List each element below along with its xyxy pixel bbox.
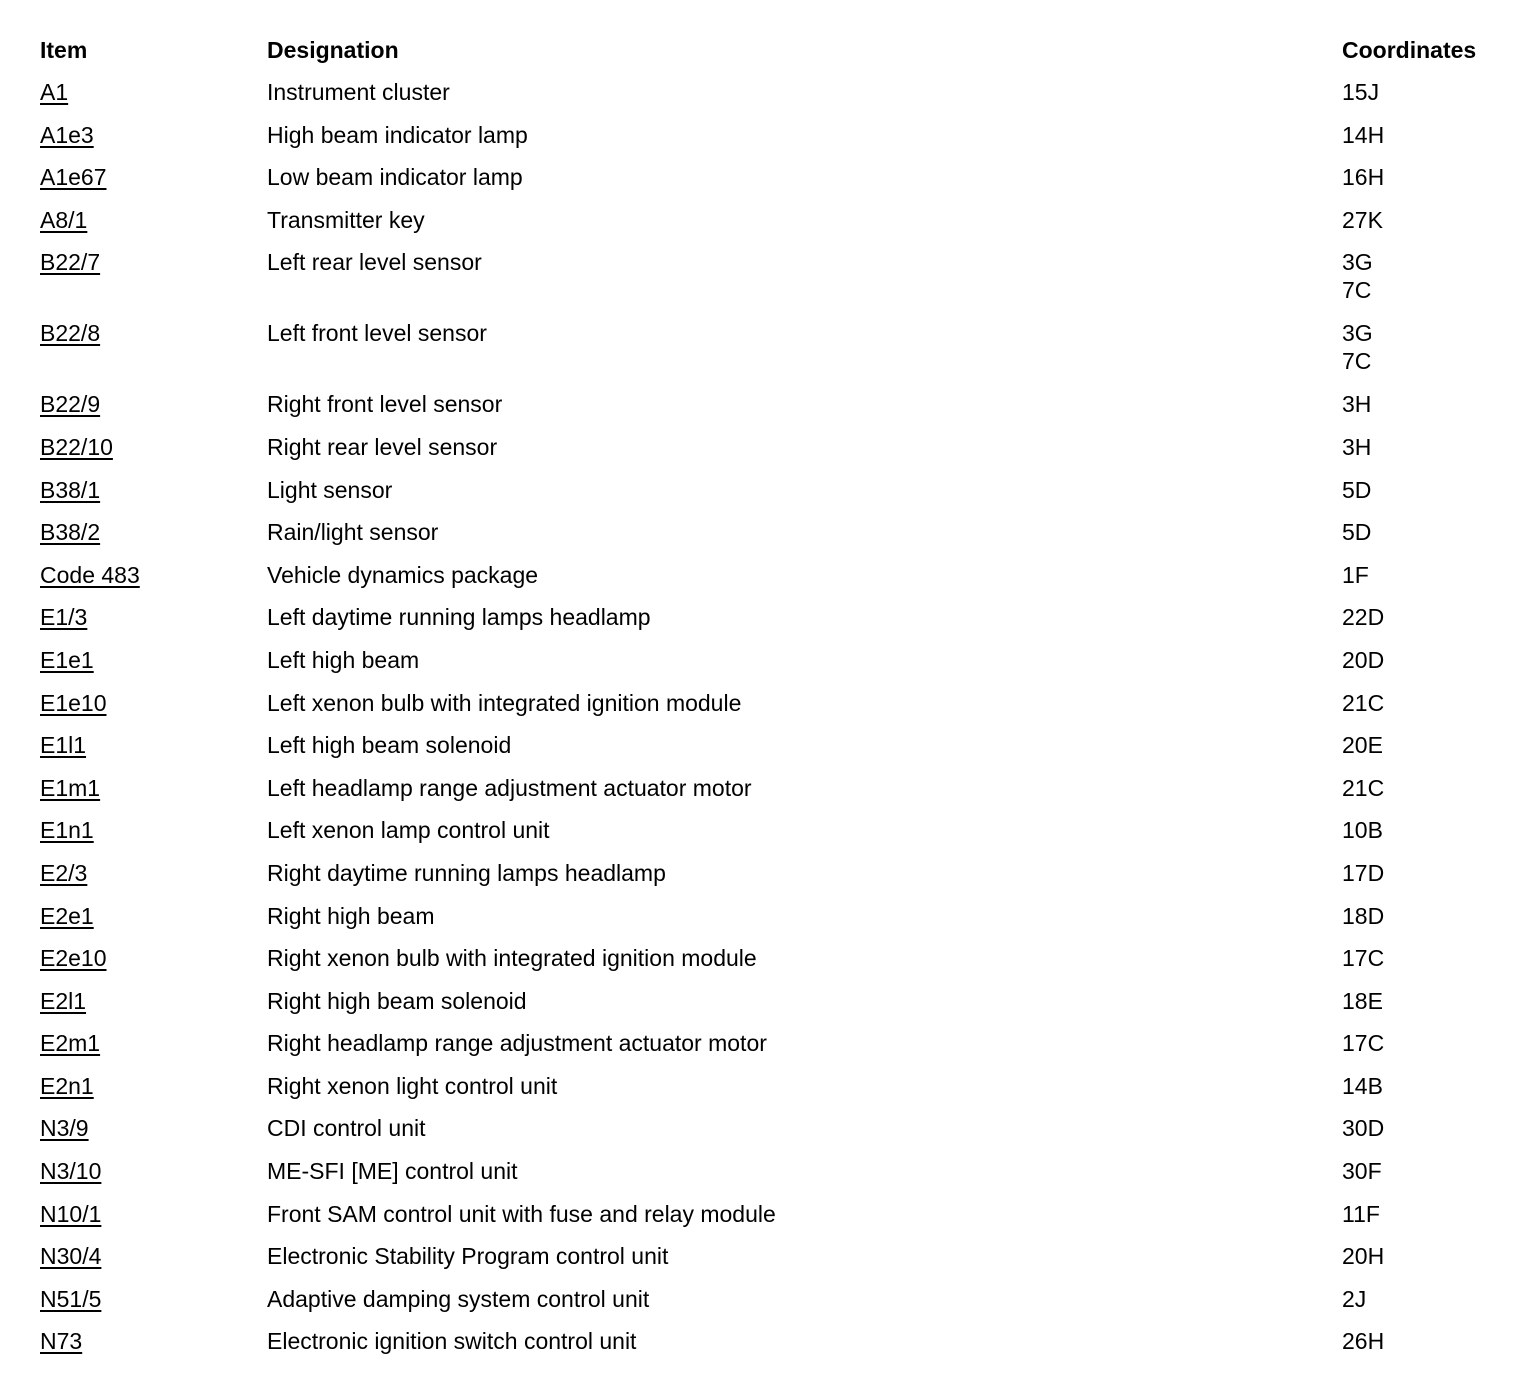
coordinate-value: 20H <box>1342 1243 1385 1270</box>
item-link[interactable]: A1e67 <box>40 164 107 191</box>
designation-cell: Right headlamp range adjustment actuator motor <box>267 1030 767 1057</box>
table-row <box>40 206 1510 249</box>
item-cell <box>40 248 267 276</box>
item-cell <box>40 561 267 589</box>
item-link[interactable]: A1 <box>40 79 69 105</box>
table-row <box>40 1114 1510 1157</box>
designation-cell: Left high beam solenoid <box>267 732 512 759</box>
table-row <box>40 1157 1510 1200</box>
coordinates-cell <box>1342 1072 1510 1100</box>
table-row <box>40 774 1510 817</box>
table-row <box>40 1327 1510 1370</box>
designation-cell: Instrument cluster <box>267 79 450 105</box>
coordinate-value: 30F <box>1342 1158 1382 1185</box>
designation-cell: Right high beam <box>267 902 435 929</box>
designation-cell: Electronic ignition switch control unit <box>267 1328 637 1355</box>
item-link[interactable]: B22/9 <box>40 391 101 418</box>
coordinate-value: 1F <box>1342 561 1369 588</box>
coordinates-cell <box>1342 774 1510 802</box>
item-cell <box>40 1029 267 1057</box>
coordinates-cell <box>1342 1029 1510 1057</box>
item-cell <box>40 319 267 347</box>
coordinates-cell <box>1342 646 1510 674</box>
item-link[interactable]: N3/10 <box>40 1158 102 1185</box>
item-link[interactable]: E1l1 <box>40 732 87 759</box>
header-coordinates: Coordinates <box>1342 37 1477 63</box>
item-link[interactable]: E1m1 <box>40 774 101 801</box>
item-cell <box>40 1242 267 1270</box>
designation-cell: Vehicle dynamics package <box>267 561 539 588</box>
table-row <box>40 518 1510 561</box>
item-link[interactable]: E2e10 <box>40 945 107 972</box>
header-item: Item <box>40 37 88 63</box>
designation-cell: Left xenon lamp control unit <box>267 817 550 844</box>
coordinate-value: 17C <box>1342 945 1385 972</box>
item-cell <box>40 476 267 504</box>
table-row <box>40 163 1510 206</box>
coordinate-value: 7C <box>1342 277 1372 304</box>
coordinates-cell <box>1342 518 1510 546</box>
table-row <box>40 1242 1510 1285</box>
item-cell <box>40 987 267 1015</box>
designation-cell: Transmitter key <box>267 206 425 233</box>
coordinates-cell <box>1342 248 1510 304</box>
coordinates-cell <box>1342 987 1510 1015</box>
table-row <box>40 987 1510 1030</box>
table-row <box>40 1029 1510 1072</box>
designation-cell: Front SAM control unit with fuse and relay module <box>267 1200 776 1227</box>
table-body <box>40 78 1510 1370</box>
coordinate-value: 18E <box>1342 987 1383 1014</box>
table-row <box>40 319 1510 390</box>
coordinates-cell <box>1342 902 1510 930</box>
designation-cell: Left headlamp range adjustment actuator motor <box>267 774 752 801</box>
coordinates-cell <box>1342 816 1510 844</box>
coordinates-cell <box>1342 561 1510 589</box>
item-link[interactable]: E2n1 <box>40 1072 94 1099</box>
table-row <box>40 121 1510 164</box>
item-link[interactable]: N51/5 <box>40 1285 102 1312</box>
item-cell <box>40 1072 267 1100</box>
coordinate-value: 17D <box>1342 859 1385 886</box>
designation-cell: Right front level sensor <box>267 391 503 418</box>
item-cell <box>40 859 267 887</box>
component-legend-table <box>40 36 1510 1370</box>
coordinates-cell <box>1342 1157 1510 1185</box>
coordinates-cell <box>1342 163 1510 191</box>
table-row <box>40 859 1510 902</box>
item-link[interactable]: N10/1 <box>40 1200 102 1227</box>
coordinates-cell <box>1342 1200 1510 1228</box>
coordinates-cell <box>1342 731 1510 759</box>
designation-cell: Right high beam solenoid <box>267 987 527 1014</box>
item-link[interactable]: A8/1 <box>40 206 88 233</box>
item-link[interactable]: Code 483 <box>40 561 140 588</box>
item-link[interactable]: N30/4 <box>40 1243 102 1270</box>
designation-cell: Left high beam <box>267 646 420 673</box>
table-row <box>40 902 1510 945</box>
table-row <box>40 731 1510 774</box>
item-link[interactable]: E2m1 <box>40 1030 101 1057</box>
coordinate-value: 3H <box>1342 391 1372 418</box>
item-link[interactable]: B38/2 <box>40 519 101 546</box>
designation-cell: Left rear level sensor <box>267 249 482 276</box>
item-cell <box>40 390 267 418</box>
table-row <box>40 944 1510 987</box>
coordinates-cell <box>1342 390 1510 418</box>
item-cell <box>40 1327 267 1355</box>
item-cell <box>40 163 267 191</box>
coordinate-value: 22D <box>1342 604 1385 631</box>
coordinate-value: 18D <box>1342 902 1385 929</box>
coordinate-value: 10B <box>1342 817 1383 844</box>
item-cell <box>40 1114 267 1142</box>
item-cell <box>40 902 267 930</box>
item-cell <box>40 731 267 759</box>
table-row <box>40 561 1510 604</box>
coordinates-cell <box>1342 1285 1510 1313</box>
designation-cell: Light sensor <box>267 476 393 503</box>
coordinates-cell <box>1342 319 1510 375</box>
designation-cell: Right daytime running lamps headlamp <box>267 859 666 886</box>
coordinates-cell <box>1342 121 1510 149</box>
coordinate-value: 27K <box>1342 206 1383 233</box>
header-designation: Designation <box>267 37 399 63</box>
item-cell <box>40 1200 267 1228</box>
item-cell <box>40 603 267 631</box>
designation-cell: Right rear level sensor <box>267 433 498 460</box>
designation-cell: Left daytime running lamps headlamp <box>267 604 651 631</box>
coordinate-value: 3G <box>1342 249 1373 276</box>
item-cell <box>40 433 267 461</box>
coordinate-value: 14H <box>1342 121 1385 148</box>
coordinate-value: 14B <box>1342 1072 1383 1099</box>
table-row <box>40 78 1510 121</box>
coordinates-cell <box>1342 433 1510 461</box>
coordinate-value: 5D <box>1342 476 1372 503</box>
coordinate-value: 3G <box>1342 320 1373 347</box>
item-link[interactable]: E2/3 <box>40 859 88 886</box>
table-row <box>40 248 1510 319</box>
item-link[interactable]: E1e10 <box>40 689 107 716</box>
coordinates-cell <box>1342 206 1510 234</box>
coordinate-value: 20D <box>1342 646 1385 673</box>
coordinate-value: 30D <box>1342 1115 1385 1142</box>
item-link[interactable]: B22/10 <box>40 433 113 460</box>
table-row <box>40 390 1510 433</box>
coordinates-cell <box>1342 944 1510 972</box>
designation-cell: Right xenon bulb with integrated ignition module <box>267 945 757 972</box>
item-cell <box>40 1285 267 1313</box>
item-cell <box>40 944 267 972</box>
item-link[interactable]: E1e1 <box>40 646 94 673</box>
item-link[interactable]: E1n1 <box>40 817 94 844</box>
coordinate-value: 16H <box>1342 164 1385 191</box>
designation-cell: Electronic Stability Program control unit <box>267 1243 669 1270</box>
coordinates-cell <box>1342 603 1510 631</box>
coordinates-cell <box>1342 689 1510 717</box>
item-link[interactable]: B38/1 <box>40 476 101 503</box>
item-link[interactable]: E1/3 <box>40 604 88 631</box>
coordinates-cell <box>1342 78 1510 106</box>
table-row <box>40 816 1510 859</box>
designation-cell: Left xenon bulb with integrated ignition module <box>267 689 742 716</box>
coordinate-value: 5D <box>1342 519 1372 546</box>
item-link[interactable]: E2e1 <box>40 902 94 929</box>
coordinate-value: 21C <box>1342 774 1385 801</box>
item-cell <box>40 689 267 717</box>
table-row <box>40 476 1510 519</box>
coordinate-value: 15J <box>1342 79 1380 105</box>
item-cell <box>40 646 267 674</box>
item-link[interactable]: B22/7 <box>40 249 101 276</box>
coordinate-value: 3H <box>1342 433 1372 460</box>
table-row <box>40 689 1510 732</box>
table-row <box>40 646 1510 689</box>
item-link[interactable]: N73 <box>40 1328 83 1355</box>
item-cell <box>40 121 267 149</box>
designation-cell: High beam indicator lamp <box>267 121 528 148</box>
table-row <box>40 433 1510 476</box>
coordinate-value: 7C <box>1342 348 1372 375</box>
coordinates-cell <box>1342 859 1510 887</box>
item-cell <box>40 78 267 106</box>
item-link[interactable]: N3/9 <box>40 1115 89 1142</box>
designation-cell: Right xenon light control unit <box>267 1072 558 1099</box>
designation-cell: Rain/light sensor <box>267 519 439 546</box>
designation-cell: CDI control unit <box>267 1115 426 1142</box>
coordinates-cell <box>1342 1242 1510 1270</box>
table-header <box>40 36 1510 78</box>
item-link[interactable]: E2l1 <box>40 987 87 1014</box>
item-cell <box>40 816 267 844</box>
coordinate-value: 26H <box>1342 1328 1385 1355</box>
table-row <box>40 1072 1510 1115</box>
coordinate-value: 20E <box>1342 732 1383 759</box>
item-cell <box>40 774 267 802</box>
coordinate-value: 17C <box>1342 1030 1385 1057</box>
coordinate-value: 21C <box>1342 689 1385 716</box>
item-cell <box>40 206 267 234</box>
table-row <box>40 603 1510 646</box>
item-link[interactable]: A1e3 <box>40 121 94 148</box>
designation-cell: Adaptive damping system control unit <box>267 1285 650 1312</box>
designation-cell: ME-SFI [ME] control unit <box>267 1158 518 1185</box>
item-link[interactable]: B22/8 <box>40 320 101 347</box>
coordinates-cell <box>1342 476 1510 504</box>
coordinates-cell <box>1342 1114 1510 1142</box>
designation-cell: Low beam indicator lamp <box>267 164 523 191</box>
item-cell <box>40 1157 267 1185</box>
item-cell <box>40 518 267 546</box>
coordinate-value: 11F <box>1342 1200 1380 1227</box>
coordinates-cell <box>1342 1327 1510 1355</box>
coordinate-value: 2J <box>1342 1285 1367 1312</box>
designation-cell: Left front level sensor <box>267 320 487 347</box>
table-row <box>40 1200 1510 1243</box>
table-row <box>40 1285 1510 1328</box>
